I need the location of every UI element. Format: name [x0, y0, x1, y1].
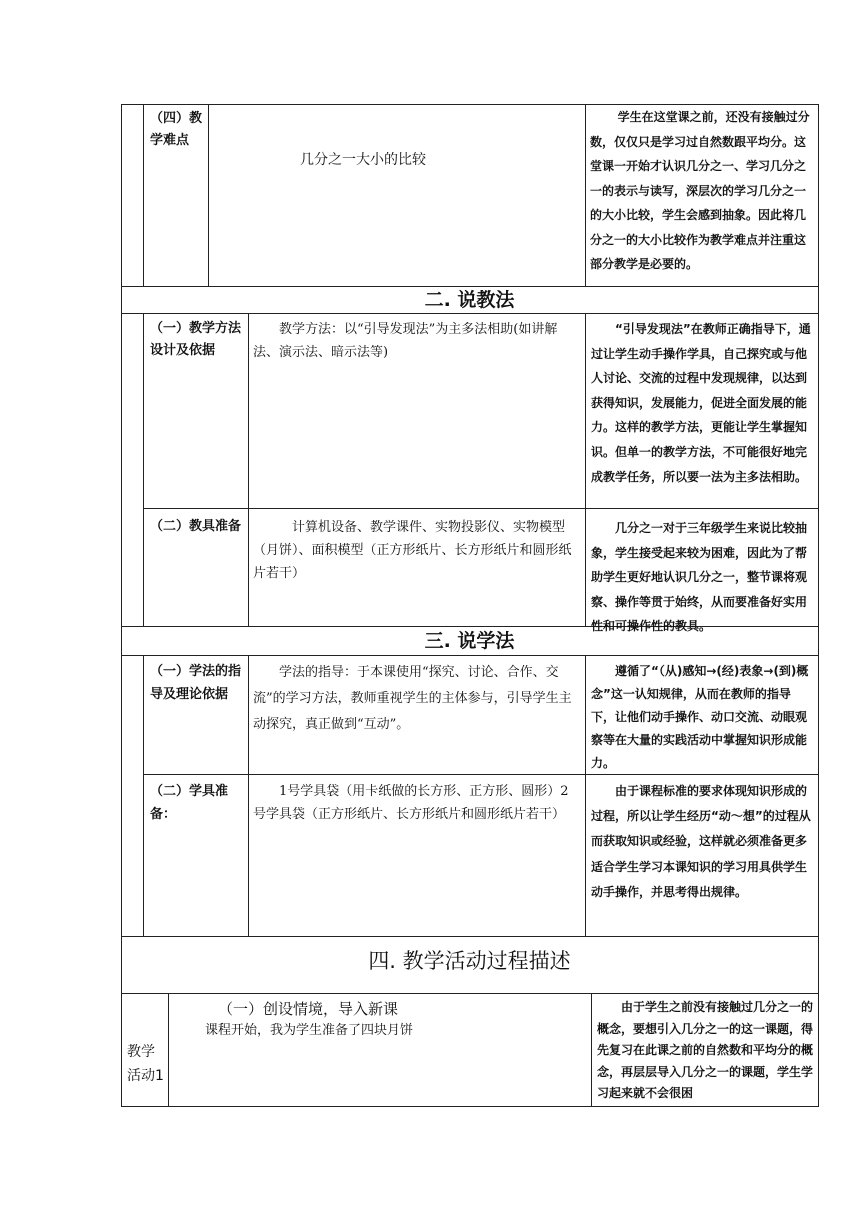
method-design-middle: 教学方法：以“引导发现法”为主多法相助(如讲解法、演示法、暗示法等): [253, 322, 558, 360]
activity-1-right: 由于学生之前没有接触过几分之一的概念，要想引入几分之一的这一课题，得先复习在此课之前的自然数和平均分的概念，再层层导入几分之一的课题，学生学习起来就不会很困: [597, 1000, 814, 1100]
difficulty-middle: 几分之一大小的比较: [300, 152, 426, 168]
heading-activity-process: 四. 教学活动过程描述: [368, 949, 571, 973]
teaching-tools-label: （二）教具准备: [150, 519, 242, 534]
activity-1-title: （一）创设情境，导入新课: [218, 1000, 399, 1018]
difficulty-label: （四）教学难点: [150, 111, 203, 148]
difficulty-right: 学生在这堂课之前，还没有接触过分数，仅仅只是学习过自然数跟平均分。这堂课一开始才认识几分之一、学习几分之一的表示与读写，深层次的学习几分之一的大小比较，学生会感到抽象。因此将几分之一的大小比较作为教学难点并注重这部分教学是必要的。: [590, 110, 810, 271]
heading-teaching-method: 二. 说教法: [424, 289, 515, 311]
teaching-tools-middle: 计算机设备、教学课件、实物投影仪、实物模型（月饼）、面积模型（正方形纸片、长方形纸片和圆形纸片若干）: [253, 520, 572, 581]
learning-guide-right: 遵循了“（从)感知→(经)表象→(到)概念”这一认知规律，从而在教师的指导下，让他们动手操作、动口交流、动眼观察等在大量的实践活动中掌握知识形成能力。: [591, 664, 809, 770]
method-design-right: “引导发现法”在教师正确指导下，通过让学生动手操作学具，自己探究或与他人讨论、交流的过程中发现规律，以达到获得知识，发展能力，促进全面发展的能力。这样的教学方法，更能让学生掌握知识。但单一的教学方法，不可能很好地完成教学任务，所以要一法为主多法相助。: [591, 322, 811, 484]
teaching-tools-right: 几分之一对于三年级学生来说比较抽象，学生接受起来较为困难，因此为了帮助学生更好地认识几分之一，整节课将观察、操作等贯于始终，从而要准备好实用性和可操作性的教具。: [591, 521, 808, 633]
heading-learning-method: 三. 说学法: [424, 630, 515, 652]
learning-tools-right: 由于课程标准的要求体现知识形成的过程，所以让学生经历“动～想”的过程从而获取知识或经验，这样就必须准备更多适合学生学习本课知识的学习用具供学生动手操作，并思考得出规律。: [591, 784, 811, 899]
activity-1-middle: 课程开始，我为学生准备了四块月饼: [205, 1023, 414, 1038]
learning-tools-label: （二）学具准备：: [150, 784, 229, 822]
method-design-label: （一）教学方法设计及依据: [150, 321, 242, 358]
learning-guide-middle: 学法的指导：于本课使用“探究、讨论、合作、交流”的学习方法，教师重视学生的主体参与，引导学生主动探究，真正做到“互动”。: [253, 665, 572, 732]
learning-tools-middle: 1号学具袋（用卡纸做的长方形、正方形、圆形）2号学具袋（正方形纸片、长方形纸片和圆形纸片若干）: [253, 784, 569, 822]
learning-guide-label: （一）学法的指导及理论依据: [150, 664, 242, 702]
activity-1-label: 教学活动1: [127, 1044, 164, 1084]
